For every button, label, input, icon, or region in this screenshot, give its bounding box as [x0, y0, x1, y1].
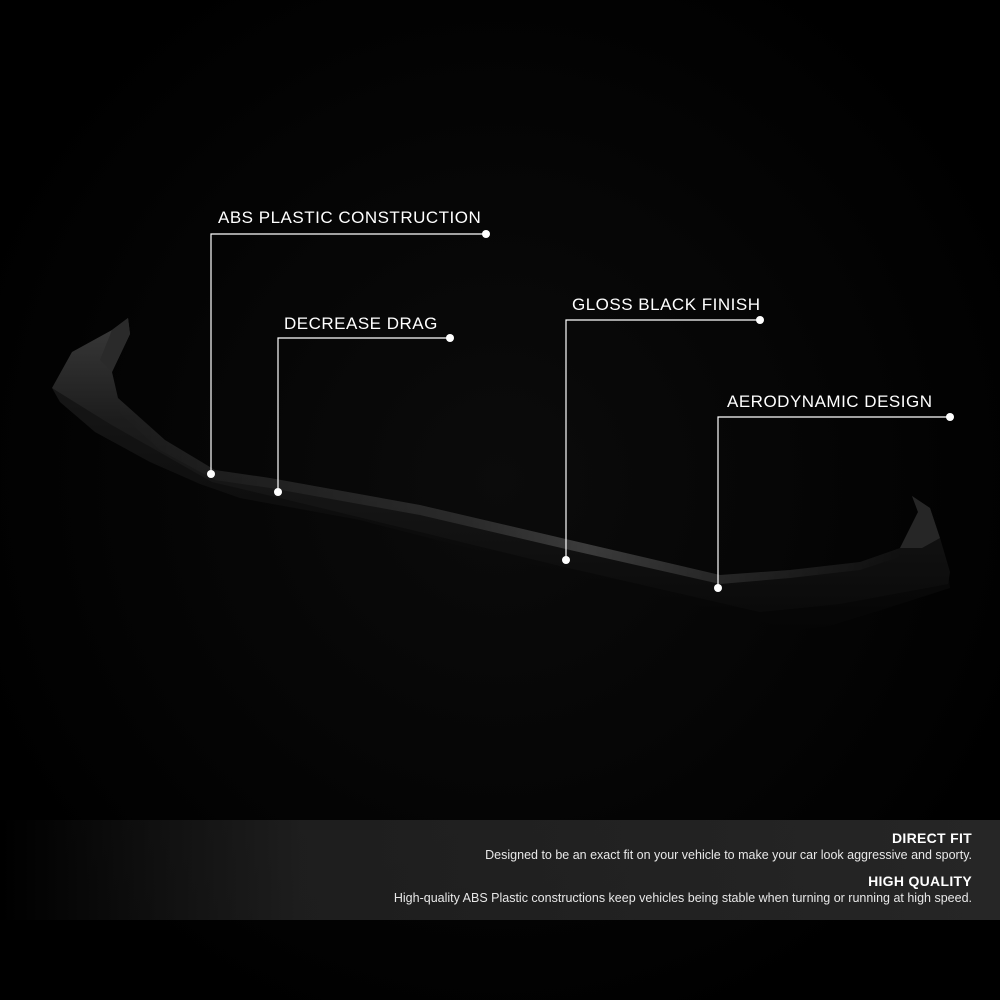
- callout-dot-aero-end: [946, 413, 954, 421]
- callout-dot-gloss-start: [562, 556, 570, 564]
- callout-dot-abs-start: [207, 470, 215, 478]
- callout-dot-abs-end: [482, 230, 490, 238]
- feature-title: DIRECT FIT: [892, 830, 972, 846]
- callout-label-abs-plastic: ABS PLASTIC CONSTRUCTION: [218, 208, 482, 227]
- feature-direct-fit: [485, 830, 972, 864]
- callout-abs-plastic: [211, 234, 486, 474]
- callout-label-gloss-black: GLOSS BLACK FINISH: [572, 295, 761, 314]
- callout-dot-gloss-end: [756, 316, 764, 324]
- feature-info-band: [0, 820, 1000, 920]
- feature-high-quality: [394, 873, 972, 907]
- callout-gloss-black: [566, 320, 760, 560]
- callout-decrease-drag: [278, 338, 450, 492]
- lip-right-endcap: [900, 496, 940, 548]
- callout-dot-aero-start: [714, 584, 722, 592]
- feature-description: High-quality ABS Plastic constructions keep vehicles being stable when turning or running at high speed.: [393, 891, 972, 905]
- feature-title: HIGH QUALITY: [868, 873, 972, 889]
- callout-dot-drag-start: [274, 488, 282, 496]
- callout-label-aerodynamic: AERODYNAMIC DESIGN: [727, 392, 933, 411]
- feature-description: Designed to be an exact fit on your vehicle to make your car look aggressive and sporty.: [485, 848, 972, 862]
- callout-label-decrease-drag: DECREASE DRAG: [284, 314, 438, 333]
- callout-dot-drag-end: [446, 334, 454, 342]
